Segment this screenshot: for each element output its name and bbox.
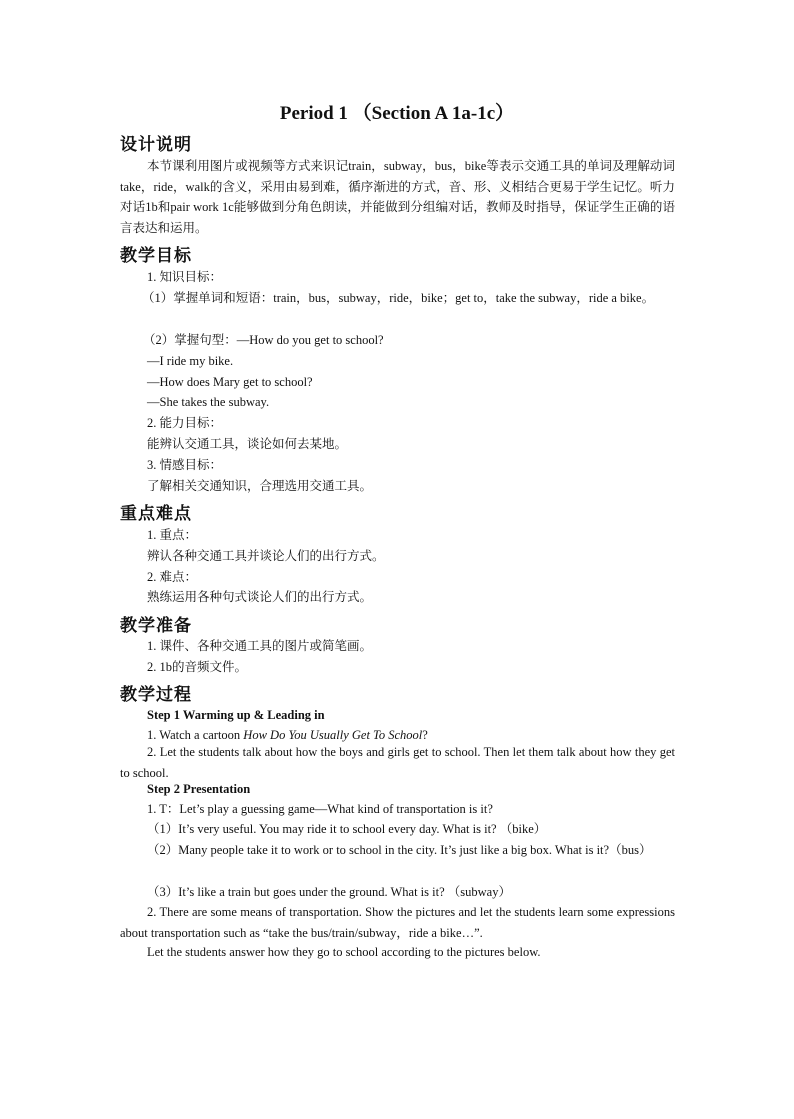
- section-heading-process: 教学过程: [120, 685, 192, 705]
- step1-item-1-text: 1. Watch a cartoon: [147, 728, 244, 742]
- design-paragraph: 本节课利用图片或视频等方式来识记train，subway，bus，bike等表示交通工具的单词及理解动词take，ride，walk的含义，采用由易到难，循序渐进的方式，音、形、义相结合更易于学生记忆。听力对话1b和pair work 1c能够做到分角色朗读，并能做到分组编对话，教师及时指导，保证学生正确的语言表达和运用。: [120, 159, 675, 235]
- difficulty-text: 熟练运用各种句式谈论人们的出行方式。: [147, 590, 373, 604]
- emotion-text: 了解相关交通知识，合理选用交通工具。: [147, 479, 373, 493]
- ability-label: 2. 能力目标：: [147, 416, 223, 430]
- emotion-label: 3. 情感目标：: [147, 458, 223, 472]
- guess-question: （3）It’s like a train but goes under the ground. What is it? （subway）: [147, 885, 511, 899]
- step1-item-2: 2. Let the students talk about how the boys and girls get to school. Then let them talk about how they get to school.: [120, 745, 675, 780]
- knowledge-label: 1. 知识目标：: [147, 270, 223, 284]
- keypoint-label: 1. 重点：: [147, 528, 198, 542]
- step2-item-3: Let the students answer how they go to school according to the pictures below.: [147, 945, 541, 959]
- keypoint-text: 辨认各种交通工具并谈论人们的出行方式。: [147, 549, 385, 563]
- guess-question: （1）It’s very useful. You may ride it to school every day. What is it? （bike）: [147, 822, 547, 836]
- objective-line: —She takes the subway.: [147, 395, 270, 409]
- step2-item-2: 2. There are some means of transportation. Show the pictures and let the students learn some expressions about transportation such as “take the bus/train/subway，ride a bike…”.: [120, 905, 675, 940]
- guess-question: （2）Many people take it to work or to school in the city. It’s just like a big box. What is it?（bus）: [147, 843, 652, 857]
- objective-line: —How does Mary get to school?: [147, 375, 313, 389]
- page-title: Period 1 （Section A 1a-1c）: [279, 103, 515, 124]
- section-heading-keypoints: 重点难点: [120, 504, 192, 524]
- step1-title: Step 1 Warming up & Leading in: [147, 708, 325, 722]
- objective-vocab: （1）掌握单词和短语：train，bus，subway，ride，bike；get to，take the subway，ride a bike。: [142, 291, 655, 305]
- section-heading-prep: 教学准备: [120, 616, 192, 636]
- step1-item-1-end: ?: [422, 728, 428, 742]
- prep-item: 1. 课件、各种交通工具的图片或简笔画。: [147, 639, 373, 653]
- prep-item: 2. 1b的音频文件。: [147, 660, 248, 674]
- objective-line: —I ride my bike.: [147, 354, 234, 368]
- difficulty-label: 2. 难点：: [147, 570, 198, 584]
- step2-title: Step 2 Presentation: [147, 782, 251, 796]
- step2-item-1: 1. T：Let’s play a guessing game—What kind of transportation is it?: [147, 802, 493, 816]
- ability-text: 能辨认交通工具，谈论如何去某地。: [147, 437, 348, 451]
- section-heading-design: 设计说明: [120, 135, 192, 155]
- section-heading-objectives: 教学目标: [120, 246, 192, 266]
- cartoon-title: How Do You Usually Get To School: [243, 728, 423, 742]
- objective-sentences: （2）掌握句型：—How do you get to school?: [143, 333, 384, 347]
